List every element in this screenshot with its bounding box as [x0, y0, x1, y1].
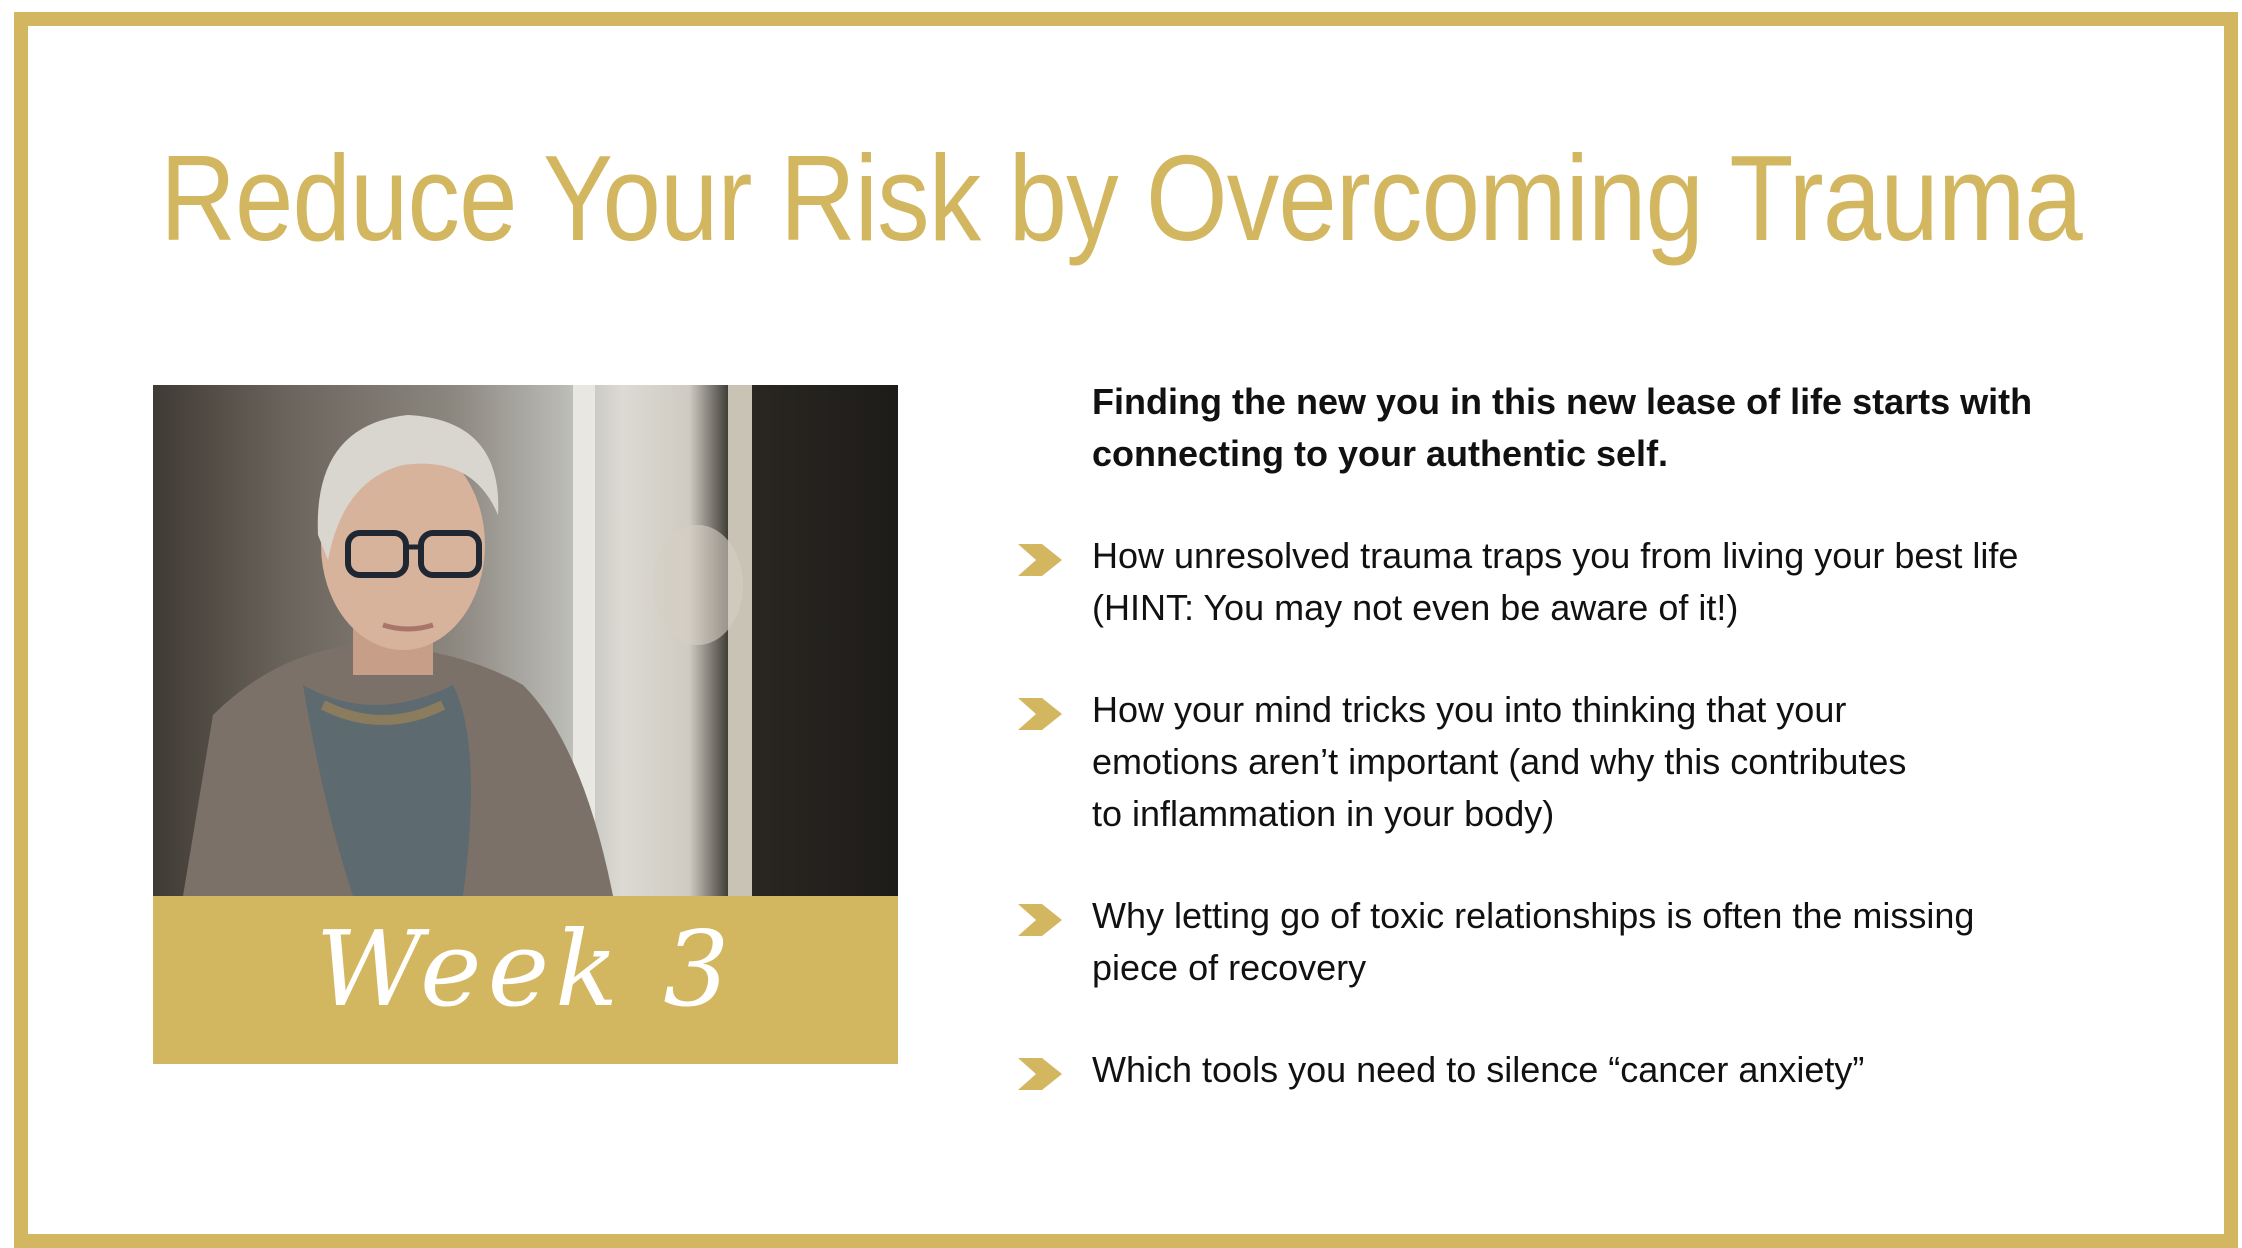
bullet-text: How your mind tricks you into thinking that your emotions aren’t important (and why this contributes to inflammation in your body) — [1092, 689, 1907, 834]
intro-text: Finding the new you in this new lease of life starts with connecting to your authentic self. — [1092, 381, 2033, 474]
bullet-text: Why letting go of toxic relationships is often the missing piece of recovery — [1092, 895, 1975, 988]
chevron-right-icon — [1018, 1058, 1062, 1090]
woman-at-window-photo — [153, 385, 898, 896]
week-card — [153, 385, 898, 1064]
page-title: Reduce Your Risk by Overcoming Trauma — [160, 130, 2082, 266]
bullet-text: How unresolved trauma traps you from living your best life (HINT: You may not even be aware of it!) — [1092, 535, 2019, 628]
bullet-item — [1018, 890, 2092, 994]
bullet-item — [1018, 1044, 2092, 1096]
chevron-right-icon — [1018, 904, 1062, 936]
bullet-text: Which tools you need to silence “cancer anxiety” — [1092, 1049, 1865, 1090]
content-column — [1018, 376, 2098, 1146]
bullet-item — [1018, 530, 2092, 634]
chevron-right-icon — [1018, 698, 1062, 730]
week-label-band — [153, 896, 898, 1064]
week-label: Week 3 — [315, 908, 736, 1030]
chevron-right-icon — [1018, 544, 1062, 576]
bullet-item — [1018, 684, 2092, 840]
